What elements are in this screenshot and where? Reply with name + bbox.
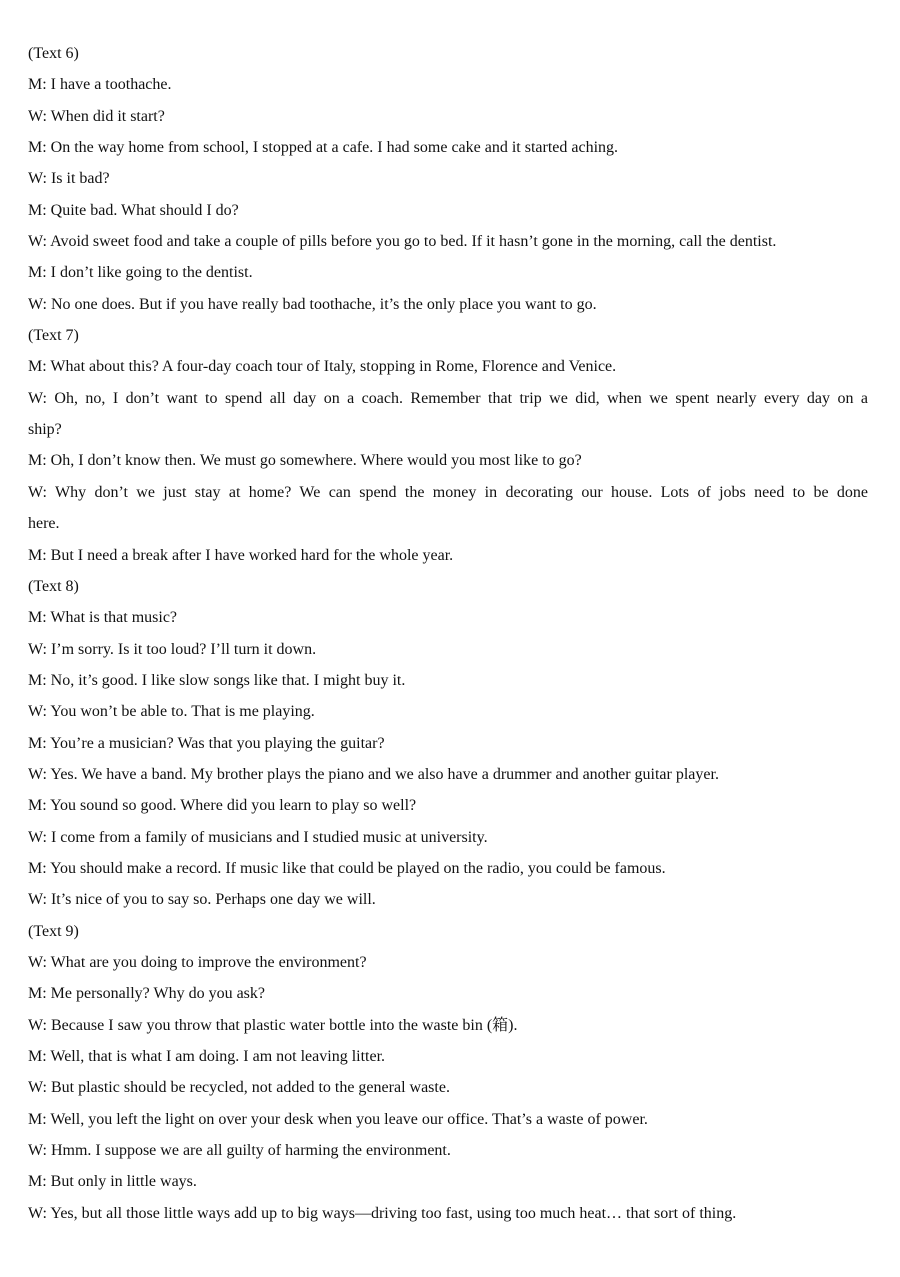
dialogue-line: M: What about this? A four-day coach tour of Italy, stopping in Rome, Florence and Venice. [28, 358, 617, 376]
dialogue-line: M: You should make a record. If music like that could be played on the radio, you could be famous. [28, 859, 666, 877]
dialogue-line-continuation: here. [28, 515, 60, 533]
dialogue-line: M: Me personally? Why do you ask? [28, 985, 265, 1003]
dialogue-line: M: Well, that is what I am doing. I am not leaving litter. [28, 1048, 386, 1065]
dialogue-line-continuation: ship? [28, 421, 62, 439]
dialogue-line: M: Well, you left the light on over your desk when you leave our office. That’s a waste of power. [28, 1110, 648, 1128]
dialogue-line: W: I’m sorry. Is it too loud? I’ll turn it down. [28, 640, 317, 658]
dialogue-line: M: I have a toothache. [28, 76, 172, 94]
dialogue-line: W: No one does. But if you have really bad toothache, it’s the only place you want to go. [28, 295, 597, 313]
dialogue-line: M: But only in little ways. [28, 1173, 197, 1191]
dialogue-line: W: But plastic should be recycled, not added to the general waste. [28, 1079, 450, 1097]
dialogue-line: M: You sound so good. Where did you learn to play so well? [28, 797, 417, 815]
section-heading-text-6: (Text 6) [28, 45, 79, 62]
dialogue-line: M: I don’t like going to the dentist. [28, 264, 253, 282]
dialogue-line: M: But I need a break after I have worked hard for the whole year. [28, 546, 454, 564]
dialogue-line: W: Because I saw you throw that plastic water bottle into the waste bin (箱). [28, 1016, 518, 1034]
dialogue-line: W: I come from a family of musicians and I studied music at university. [28, 828, 488, 846]
dialogue-line: W: What are you doing to improve the environment? [28, 953, 367, 971]
dialogue-line: W: It’s nice of you to say so. Perhaps one day we will. [28, 891, 376, 909]
dialogue-line: W: Why don’t we just stay at home? We can spend the money in decorating our house. Lots of jobs need to be done [28, 483, 868, 501]
dialogue-line: W: Yes. We have a band. My brother plays the piano and we also have a drummer and another guitar player. [28, 765, 719, 783]
dialogue-line: M: No, it’s good. I like slow songs like that. I might buy it. [28, 671, 406, 689]
dialogue-line: M: On the way home from school, I stopped at a cafe. I had some cake and it started aching. [28, 139, 619, 157]
section-heading-text-9: (Text 9) [28, 922, 79, 940]
dialogue-line: W: Oh, no, I don’t want to spend all day on a coach. Remember that trip we did, when we spent nearly every day on a [28, 389, 868, 407]
dialogue-line: M: What is that music? [28, 609, 178, 627]
dialogue-line: M: Quite bad. What should I do? [28, 201, 239, 219]
dialogue-line: M: Oh, I don’t know then. We must go somewhere. Where would you most like to go? [28, 452, 582, 470]
transcript-page [28, 38, 868, 1229]
dialogue-line: M: You’re a musician? Was that you playing the guitar? [28, 734, 385, 752]
dialogue-line: W: Hmm. I suppose we are all guilty of harming the environment. [28, 1142, 451, 1160]
dialogue-line: W: Is it bad? [28, 170, 110, 188]
section-heading-text-7: (Text 7) [28, 327, 79, 345]
dialogue-line: W: Avoid sweet food and take a couple of pills before you go to bed. If it hasn’t gone in the morning, call the dentist. [28, 233, 777, 251]
dialogue-line: W: Yes, but all those little ways add up to big ways—driving too fast, using too much heat… that sort of thing. [28, 1204, 737, 1222]
dialogue-line: W: You won’t be able to. That is me playing. [28, 703, 315, 721]
dialogue-line: W: When did it start? [28, 107, 165, 125]
section-heading-text-8: (Text 8) [28, 577, 79, 595]
